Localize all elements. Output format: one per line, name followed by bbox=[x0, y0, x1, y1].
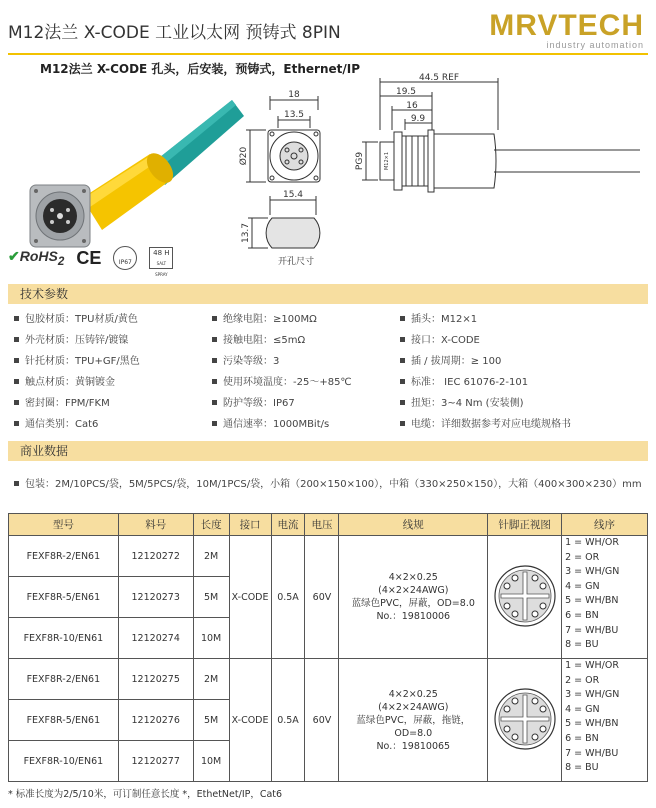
logo-wordmark: MRVTECH bbox=[489, 9, 644, 42]
part-cell: 12120275 bbox=[118, 659, 193, 700]
table-row bbox=[9, 659, 648, 700]
param-item: 插 / 拔周期：≥ 100 bbox=[400, 352, 501, 367]
table-row bbox=[9, 536, 648, 577]
logo-tagline: industry automation bbox=[546, 40, 644, 50]
part-cell: 12120276 bbox=[118, 700, 193, 741]
voltage-cell: 60V bbox=[305, 659, 339, 782]
cutout-label: 开孔尺寸 bbox=[277, 257, 315, 267]
model-cell: FEXF8R-5/EN61 bbox=[9, 700, 119, 741]
header-divider bbox=[8, 53, 648, 55]
length-cell: 5M bbox=[193, 577, 229, 618]
side-pg-dim: PG9 bbox=[355, 151, 365, 171]
current-cell: 0.5A bbox=[271, 659, 305, 782]
param-item: 针托材质：TPU+GF/黑色 bbox=[14, 352, 140, 367]
param-item: 污染等级：3 bbox=[212, 352, 279, 367]
param-item: 电缆：详细数据参考对应电缆规格书 bbox=[400, 415, 571, 430]
brand-logo bbox=[489, 10, 644, 50]
interface-cell: X-CODE bbox=[229, 536, 271, 659]
param-item: 扭矩：3~4 Nm (安装侧) bbox=[400, 394, 524, 409]
front-diameter-dim: Ø20 bbox=[239, 146, 249, 166]
cable-cell: 4×2×0.25 (4×2×24AWG) 蓝绿色PVC，屏蔽，拖链， OD=8.0 No.：19810065 bbox=[339, 659, 488, 782]
model-cell: FEXF8R-2/EN61 bbox=[9, 659, 119, 700]
side-total-dim: 44.5 REF bbox=[418, 73, 460, 83]
col-length: 长度 bbox=[193, 514, 229, 536]
pinout-icon bbox=[493, 687, 557, 751]
cutout-width-dim: 15.4 bbox=[282, 190, 304, 200]
part-cell: 12120272 bbox=[118, 536, 193, 577]
param-item: 插头：M12×1 bbox=[400, 310, 477, 325]
param-item: 接口：X-CODE bbox=[400, 331, 480, 346]
side-a-dim: 19.5 bbox=[395, 87, 417, 97]
model-cell: FEXF8R-10/EN61 bbox=[9, 741, 119, 782]
param-item: 触点材质：黄铜镀金 bbox=[14, 373, 115, 388]
length-cell: 2M bbox=[193, 536, 229, 577]
pinout-cell bbox=[488, 659, 562, 782]
model-cell: FEXF8R-2/EN61 bbox=[9, 536, 119, 577]
front-inner-dim: 13.5 bbox=[283, 110, 305, 120]
param-item: 通信速率：1000MBit/s bbox=[212, 415, 329, 430]
wiring-cell: 1 = WH/OR 2 = OR 3 = WH/GN 4 = GN 5 = WH/BN 6 = BN 7 = WH/BU 8 = BU bbox=[562, 659, 648, 782]
commerce-section-bar bbox=[8, 441, 648, 461]
product-subtitle: M12法兰 X-CODE 孔头，后安装，预铸式，Ethernet/IP bbox=[40, 62, 361, 76]
packing-info: 包装：2M/10PCS/袋，5M/5PCS/袋，10M/1PCS/袋，小箱（200×150×100），中箱（330×250×150），大箱（400×300×230）mm bbox=[14, 475, 642, 490]
param-item: 接触电阻：≤5mΩ bbox=[212, 331, 305, 346]
param-item: 使用环境温度：-25～+85℃ bbox=[212, 373, 352, 388]
col-model: 型号 bbox=[9, 514, 119, 536]
tech-section-title: 技术参数 bbox=[20, 287, 69, 301]
front-width-dim: 18 bbox=[288, 90, 300, 100]
checkmark-icon: ✔ bbox=[8, 248, 20, 265]
table-header-row bbox=[9, 514, 648, 536]
length-cell: 10M bbox=[193, 741, 229, 782]
salt-spray-badge: 48 H SALT SPRAY bbox=[149, 247, 173, 269]
col-pinout: 针脚正视图 bbox=[488, 514, 562, 536]
part-cell: 12120277 bbox=[118, 741, 193, 782]
pinout-icon bbox=[493, 564, 557, 628]
interface-cell: X-CODE bbox=[229, 659, 271, 782]
certification-logos bbox=[8, 246, 173, 277]
wiring-cell: 1 = WH/OR 2 = OR 3 = WH/GN 4 = GN 5 = WH/BN 6 = BN 7 = WH/BU 8 = BU bbox=[562, 536, 648, 659]
part-cell: 12120273 bbox=[118, 577, 193, 618]
product-photo bbox=[30, 100, 244, 247]
cable-cell: 4×2×0.25 (4×2×24AWG) 蓝绿色PVC，屏蔽，OD=8.0 No.：19810006 bbox=[339, 536, 488, 659]
side-b-dim: 16 bbox=[406, 101, 418, 111]
param-item: 包胶材质：TPU材质/黄色 bbox=[14, 310, 138, 325]
param-item: 绝缘电阻：≥100MΩ bbox=[212, 310, 317, 325]
rohs-badge: ✔RoHS$_2$ bbox=[8, 248, 65, 268]
current-cell: 0.5A bbox=[271, 536, 305, 659]
param-item: 密封圈：FPM/FKM bbox=[14, 394, 110, 409]
tech-section-bar bbox=[8, 284, 648, 304]
cutout-drawing bbox=[248, 196, 320, 248]
side-c-dim: 9.9 bbox=[410, 114, 426, 124]
col-voltage: 电压 bbox=[305, 514, 339, 536]
col-current: 电流 bbox=[271, 514, 305, 536]
col-part: 料号 bbox=[118, 514, 193, 536]
commerce-section-title: 商业数据 bbox=[20, 444, 69, 458]
length-cell: 10M bbox=[193, 618, 229, 659]
param-item: 外壳材质：压铸锌/镀镍 bbox=[14, 331, 128, 346]
cutout-height-dim: 13.7 bbox=[241, 222, 251, 244]
param-item: 标准： IEC 61076-2-101 bbox=[400, 373, 528, 388]
page-title: M12法兰 X-CODE 工业以太网 预铸式 8PIN bbox=[8, 23, 341, 43]
voltage-cell: 60V bbox=[305, 536, 339, 659]
pinout-cell bbox=[488, 536, 562, 659]
side-thread-label: M12×1 bbox=[384, 151, 390, 171]
ce-badge: CE bbox=[76, 247, 102, 268]
ip67-badge: IP67 bbox=[113, 246, 137, 270]
product-table bbox=[8, 513, 648, 782]
col-cable: 线规 bbox=[339, 514, 488, 536]
product-drawing bbox=[0, 70, 656, 275]
model-cell: FEXF8R-5/EN61 bbox=[9, 577, 119, 618]
model-cell: FEXF8R-10/EN61 bbox=[9, 618, 119, 659]
footnote: * 标准长度为2/5/10米，可订制任意长度 *，EthetNet/IP，Cat6 bbox=[8, 789, 283, 800]
part-cell: 12120274 bbox=[118, 618, 193, 659]
length-cell: 2M bbox=[193, 659, 229, 700]
col-wiring: 线序 bbox=[562, 514, 648, 536]
col-interface: 接口 bbox=[229, 514, 271, 536]
length-cell: 5M bbox=[193, 700, 229, 741]
param-item: 通信类别：Cat6 bbox=[14, 415, 98, 430]
front-view-drawing bbox=[246, 96, 320, 182]
param-item: 防护等级：IP67 bbox=[212, 394, 295, 409]
